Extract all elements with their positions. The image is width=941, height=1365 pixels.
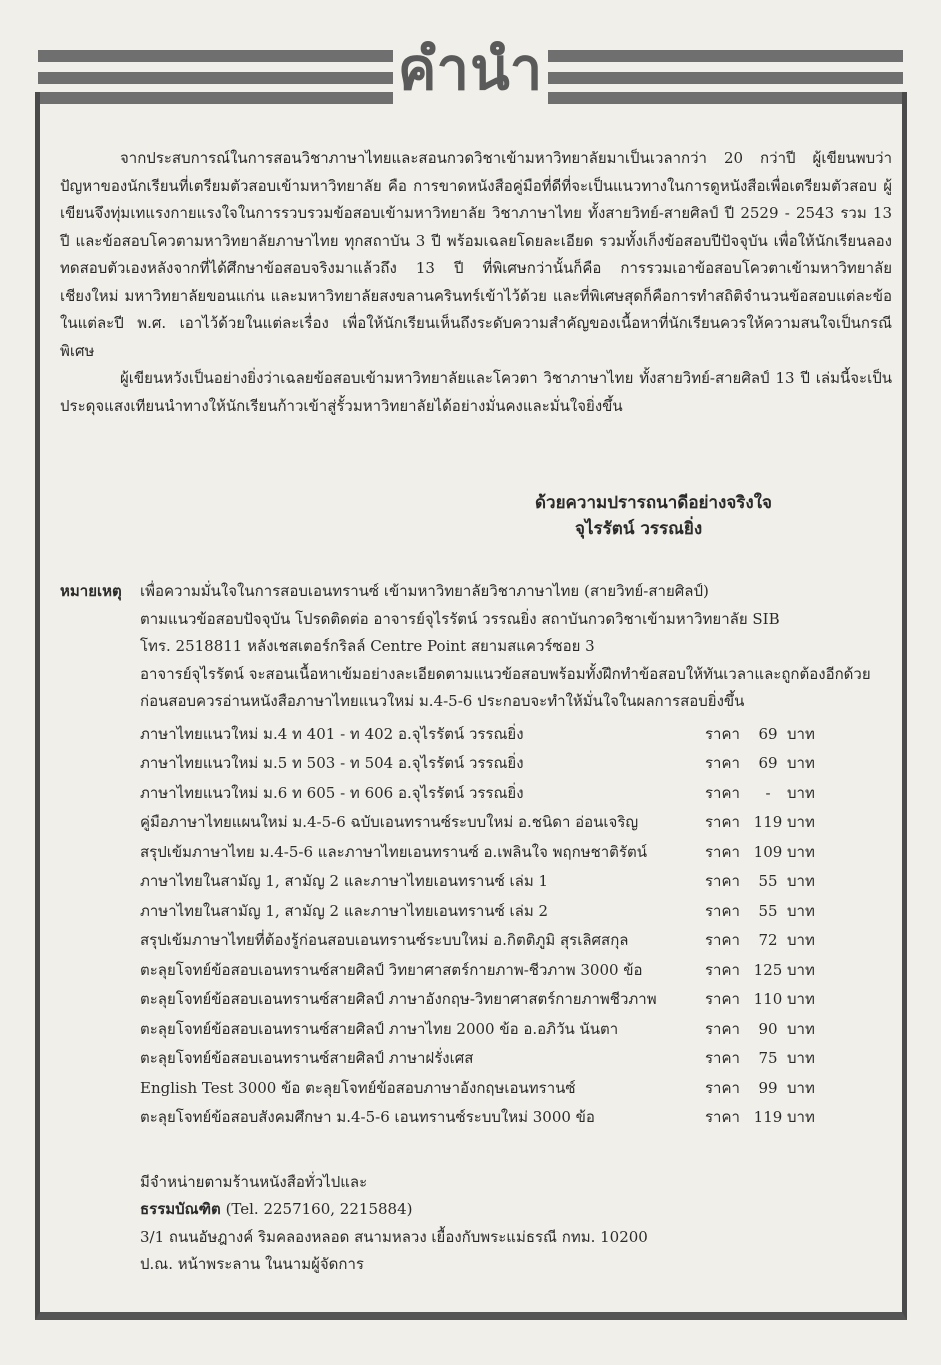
book-title: ตะลุยโจทย์ข้อสอบเอนทรานซ์สายศิลป์ วิทยาศาสตร์กายภาพ-ชีวภาพ 3000 ข้อ bbox=[140, 960, 643, 979]
note-line: เพื่อความมั่นใจในการสอบเอนทรานซ์ เข้ามหาวิทยาลัยวิชาภาษาไทย (สายวิทย์-สายศิลป์) bbox=[140, 582, 709, 600]
book-title: ตะลุยโจทย์ข้อสอบเอนทรานซ์สายศิลป์ ภาษาอังกฤษ-วิทยาศาสตร์กายภาพชีวภาพ bbox=[140, 990, 657, 1008]
book-title: ตะลุยโจทย์ข้อสอบเอนทรานซ์สายศิลป์ ภาษาไทย 2000 ข้อ อ.อภิวัน นันตา bbox=[140, 1019, 619, 1038]
page-content bbox=[60, 145, 892, 1279]
currency-unit: บาท bbox=[787, 1078, 815, 1097]
book-title: สรุปเข้มภาษาไทย ม.4-5-6 และภาษาไทยเอนทรานซ์ อ.เพลินใจ พฤกษชาติรัตน์ bbox=[140, 842, 647, 861]
book-item bbox=[140, 749, 892, 779]
price-label: ราคา bbox=[705, 1108, 740, 1126]
book-title: ภาษาไทยแนวใหม่ ม.6 ท 605 - ท 606 อ.จุไรรัตน์ วรรณยิ่ง bbox=[140, 783, 524, 802]
currency-unit: บาท bbox=[787, 783, 815, 802]
currency-unit: บาท bbox=[787, 990, 815, 1008]
book-title: English Test 3000 ข้อ ตะลุยโจทย์ข้อสอบภาษาอังกฤษเอนทรานซ์ bbox=[140, 1078, 576, 1097]
price-label: ราคา bbox=[705, 754, 740, 772]
price-label: ราคา bbox=[705, 1019, 740, 1038]
header-bar-left-2 bbox=[38, 72, 393, 84]
distributor-intro: มีจำหน่ายตามร้านหนังสือทั่วไปและ bbox=[140, 1172, 368, 1191]
book-item bbox=[140, 838, 892, 868]
header-bar-right-1 bbox=[548, 50, 903, 62]
book-title: ภาษาไทยแนวใหม่ ม.5 ท 503 - ท 504 อ.จุไรรัตน์ วรรณยิ่ง bbox=[140, 754, 524, 772]
note-line: ก่อนสอบควรอ่านหนังสือภาษาไทยแนวใหม่ ม.4-5-6 ประกอบจะทำให้มั่นใจในผลการสอบยิ่งขึ้น bbox=[140, 692, 745, 710]
book-price: 55 bbox=[758, 872, 778, 890]
book-title: สรุปเข้มภาษาไทยที่ต้องรู้ก่อนสอบเอนทรานซ์ระบบใหม่ อ.กิตติภูมิ สุรเลิศสกุล bbox=[140, 931, 629, 949]
preface-paragraph-2-text: ผู้เขียนหวังเป็นอย่างยิ่งว่าเฉลยข้อสอบเข้ามหาวิทยาลัยและโควตา วิชาภาษาไทย ทั้งสายวิทย์-สายศิลป์ 13 ปี เล่มนี้จะเป็นประดุจแสงเทียนนำทางให้นักเรียนก้าวเข้าสู่รั้วมหาวิทยาลัยได้อย่างมั่นคงและมั่นใจยิ่งขึ้น bbox=[60, 369, 892, 415]
book-title: ตะลุยโจทย์ข้อสอบสังคมศึกษา ม.4-5-6 เอนทรานซ์ระบบใหม่ 3000 ข้อ bbox=[140, 1108, 595, 1126]
signature-block bbox=[60, 490, 892, 542]
currency-unit: บาท bbox=[787, 931, 815, 949]
book-price: 90 bbox=[758, 1019, 778, 1038]
header-bar-left-1 bbox=[38, 50, 393, 62]
book-price: - bbox=[765, 783, 771, 802]
header-bar-right-2 bbox=[548, 72, 903, 84]
book-price: 72 bbox=[758, 931, 778, 949]
note-body bbox=[140, 578, 892, 716]
closing-line: ด้วยความปรารถนาดีอย่างจริงใจ bbox=[535, 493, 772, 513]
price-label: ราคา bbox=[705, 901, 740, 920]
currency-unit: บาท bbox=[787, 872, 815, 890]
currency-unit: บาท bbox=[787, 901, 815, 920]
note-line: โทร. 2518811 หลังเชสเตอร์กริลล์ Centre Point สยามสแควร์ซอย 3 bbox=[140, 637, 595, 655]
distributor-contact bbox=[140, 1196, 892, 1224]
preface-paragraph-1-text: จากประสบการณ์ในการสอนวิชาภาษาไทยและสอนกวดวิชาเข้ามหาวิทยาลัยมาเป็นเวลากว่า 20 กว่าปี ผู้เขียนพบว่าปัญหาของนักเรียนที่เตรียมตัวสอบเข้ามหาวิทยาลัย คือ การขาดหนังสือคู่มือที่ดีที่จะเป็นแนวทางในการดูหนังสือเพื่อเตรียมตัวสอบ ผู้เขียนจึงทุ่มเทแรงกายแรงใจในการรวบรวมข้อสอบเข้ามหาวิทยาลัย วิชาภาษาไทย ทั้งสายวิทย์-สายศิลป์ ปี 2529 - 2543 รวม 13 ปี และข้อสอบโควตามหาวิทยาลัยภาษาไทย ทุกสถาบัน 3 ปี พร้อมเฉลยโดยละเอียด รวมทั้งเก็งข้อสอบปีปัจจุบัน เพื่อให้นักเรียนลองทดสอบตัวเองหลังจากที่ได้ศึกษาข้อสอบจริงมาแล้วถึง 13 ปี ที่พิเศษกว่านั้นก็คือ การรวมเอาข้อสอบโควตาเข้ามหาวิทยาลัยเชียงใหม่ มหาวิทยาลัยขอนแก่น และมหาวิทยาลัยสงขลานครินทร์เข้าไว้ด้วย และที่พิเศษสุดก็คือการทำสถิติจำนวนข้อสอบแต่ละข้อในแต่ละปี พ.ศ. เอาไว้ด้วยในแต่ละเรื่อง เพื่อให้นักเรียนเห็นถึงระดับความสำคัญของเนื้อหาที่นักเรียนควรให้ความสนใจเป็นกรณีพิเศษ bbox=[60, 149, 892, 360]
book-item bbox=[140, 808, 892, 838]
book-item bbox=[140, 985, 892, 1015]
book-title: ภาษาไทยในสามัญ 1, สามัญ 2 และภาษาไทยเอนทรานซ์ เล่ม 1 bbox=[140, 872, 549, 890]
note-line: อาจารย์จุไรรัตน์ จะสอนเนื้อหาเข้มอย่างละเอียดตามแนวข้อสอบพร้อมทั้งฝึกทำข้อสอบให้ทันเวลาและถูกต้องอีกด้วย bbox=[140, 664, 871, 683]
book-list bbox=[140, 720, 892, 1133]
book-item bbox=[140, 897, 892, 927]
price-label: ราคา bbox=[705, 724, 740, 743]
book-title: ตะลุยโจทย์ข้อสอบเอนทรานซ์สายศิลป์ ภาษาฝรั่งเศส bbox=[140, 1049, 474, 1067]
currency-unit: บาท bbox=[787, 842, 815, 861]
currency-unit: บาท bbox=[787, 960, 815, 979]
price-label: ราคา bbox=[705, 931, 740, 949]
distributor-phone: (Tel. 2257160, 2215884) bbox=[220, 1200, 413, 1218]
book-price: 75 bbox=[758, 1049, 778, 1067]
note-section bbox=[60, 578, 892, 716]
book-item bbox=[140, 1074, 892, 1104]
price-label: ราคา bbox=[705, 813, 740, 831]
book-price: 109 bbox=[753, 842, 783, 861]
book-title: ภาษาไทยในสามัญ 1, สามัญ 2 และภาษาไทยเอนทรานซ์ เล่ม 2 bbox=[140, 901, 549, 920]
book-price: 119 bbox=[753, 1108, 783, 1126]
distributor-address: 3/1 ถนนอัษฎางค์ ริมคลองหลอด สนามหลวง เยื้องกับพระแม่ธรณี กทม. 10200 bbox=[140, 1227, 648, 1246]
price-label: ราคา bbox=[705, 1078, 740, 1097]
currency-unit: บาท bbox=[787, 1019, 815, 1038]
book-item bbox=[140, 926, 892, 956]
currency-unit: บาท bbox=[787, 1049, 815, 1067]
currency-unit: บาท bbox=[787, 754, 815, 772]
book-item bbox=[140, 956, 892, 986]
book-item bbox=[140, 1103, 892, 1133]
note-label: หมายเหตุ bbox=[60, 582, 122, 600]
preface-paragraph-2 bbox=[60, 365, 892, 420]
author-name: จุไรรัตน์ วรรณยิ่ง bbox=[575, 519, 703, 539]
distributor-section bbox=[140, 1169, 892, 1279]
book-price: 119 bbox=[753, 813, 783, 831]
book-item bbox=[140, 1015, 892, 1045]
book-price: 110 bbox=[753, 990, 783, 1008]
currency-unit: บาท bbox=[787, 1108, 815, 1126]
preface-paragraph-1 bbox=[60, 145, 892, 365]
price-label: ราคา bbox=[705, 783, 740, 802]
currency-unit: บาท bbox=[787, 813, 815, 831]
book-title: ภาษาไทยแนวใหม่ ม.4 ท 401 - ท 402 อ.จุไรรัตน์ วรรณยิ่ง bbox=[140, 724, 524, 743]
book-item bbox=[140, 779, 892, 809]
price-label: ราคา bbox=[705, 842, 740, 861]
book-price: 55 bbox=[758, 901, 778, 920]
book-item bbox=[140, 867, 892, 897]
price-label: ราคา bbox=[705, 960, 740, 979]
book-item bbox=[140, 1044, 892, 1074]
price-label: ราคา bbox=[705, 872, 740, 890]
price-label: ราคา bbox=[705, 1049, 740, 1067]
currency-unit: บาท bbox=[787, 724, 815, 743]
price-label: ราคา bbox=[705, 990, 740, 1008]
book-price: 125 bbox=[753, 960, 783, 979]
book-price: 69 bbox=[758, 724, 778, 743]
note-line: ตามแนวข้อสอบปัจจุบัน โปรดติดต่อ อาจารย์จุไรรัตน์ วรรณยิ่ง สถาบันกวดวิชาเข้ามหาวิทยาลัย SIB bbox=[140, 609, 780, 628]
distributor-payment: ป.ณ. หน้าพระลาน ในนามผู้จัดการ bbox=[140, 1255, 364, 1273]
book-item bbox=[140, 720, 892, 750]
book-title: คู่มือภาษาไทยแผนใหม่ ม.4-5-6 ฉบับเอนทรานซ์ระบบใหม่ อ.ชนิดา อ่อนเจริญ bbox=[140, 813, 639, 831]
book-price: 69 bbox=[758, 754, 778, 772]
book-price: 99 bbox=[758, 1078, 778, 1097]
page-title: คำนำ bbox=[397, 35, 544, 103]
distributor-name: ธรรมบัณฑิต bbox=[140, 1200, 221, 1218]
